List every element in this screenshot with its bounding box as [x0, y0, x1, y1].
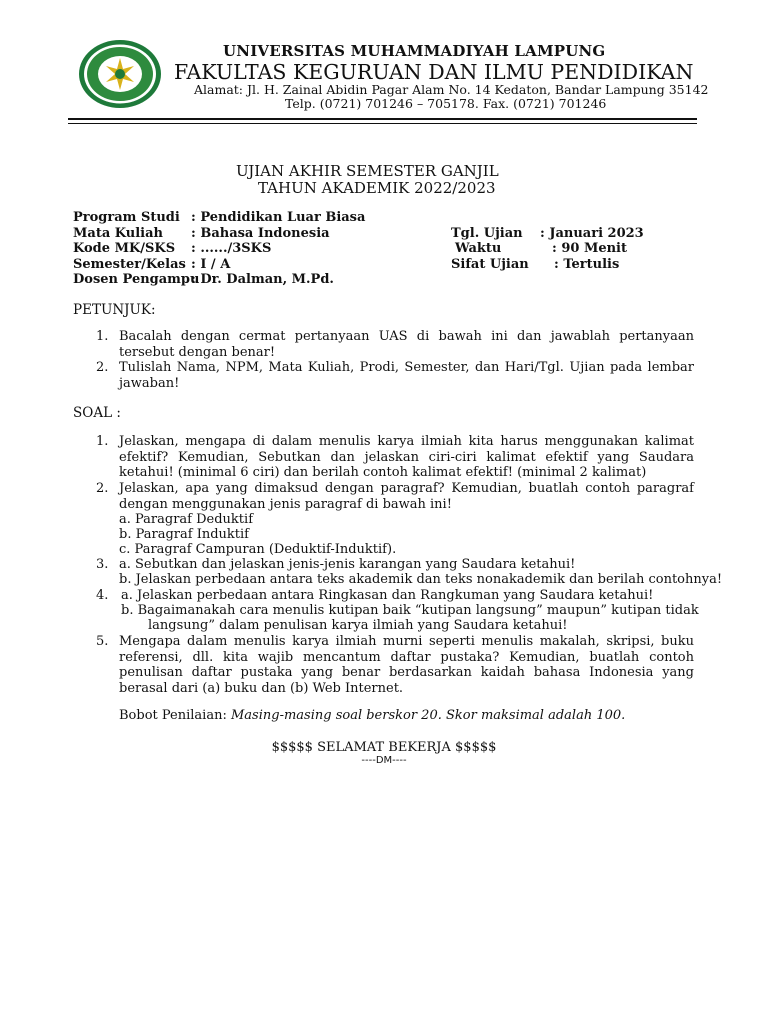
lecturer-label: Dosen Pengampu	[73, 272, 200, 287]
question-2-option-b: b. Paragraf Induktif	[119, 527, 249, 542]
author-initials: ----DM----	[361, 755, 407, 766]
question-2-option-c: c. Paragraf Campuran (Deduktif-Induktif).	[119, 542, 397, 557]
question-number: 2.	[96, 481, 109, 496]
questions-heading: SOAL :	[73, 405, 121, 421]
scoring-label: Bobot Penilaian:	[119, 708, 231, 723]
instruction-number: 2.	[96, 360, 109, 375]
closing-message: $$$$$ SELAMAT BEKERJA $$$$$	[271, 740, 497, 755]
question-number: 1.	[96, 434, 109, 449]
question-number: 5.	[96, 634, 109, 649]
question-3a: a. Sebutkan dan jelaskan jenis-jenis karangan yang Saudara ketahui!	[119, 557, 576, 572]
question-number: 4.	[96, 588, 109, 603]
exam-title: UJIAN AKHIR SEMESTER GANJIL	[236, 162, 499, 180]
type-value: : Tertulis	[554, 257, 620, 272]
question-3b: b. Jelaskan perbedaan antara teks akademik dan teks nonakademik dan berilah contohnya!	[119, 572, 723, 587]
semester-label: Semester/Kelas	[73, 257, 186, 272]
question-number: 3.	[96, 557, 109, 572]
header-divider-thin	[68, 123, 697, 124]
scoring-text: Masing-masing soal berskor 20. Skor maksimal adalah 100.	[230, 708, 626, 723]
type-label: Sifat Ujian	[451, 257, 529, 272]
header-divider	[68, 118, 697, 120]
phone: Telp. (0721) 701246 – 705178. Fax. (0721) 701246	[285, 96, 607, 111]
question-2-option-a: a. Paragraf Deduktif	[119, 512, 254, 527]
instruction-number: 1.	[96, 329, 109, 344]
program-label: Program Studi	[73, 210, 180, 225]
code-label: Kode MK/SKS	[73, 241, 176, 256]
scoring-note	[119, 708, 625, 723]
course-value: : Bahasa Indonesia	[191, 226, 330, 241]
code-value: : ....../3SKS	[191, 241, 272, 256]
academic-year: TAHUN AKADEMIK 2022/2023	[258, 179, 496, 197]
program-value: : Pendidikan Luar Biasa	[191, 210, 366, 225]
faculty-name: FAKULTAS KEGURUAN DAN ILMU PENDIDIKAN	[174, 60, 694, 84]
question-2: Jelaskan, apa yang dimaksud dengan paragraf? Kemudian, buatlah contoh paragraf dengan menggunakan jenis paragraf di bawah ini!	[119, 481, 694, 512]
semester-value: : I / A	[191, 257, 231, 272]
time-label: Waktu	[455, 241, 502, 256]
lecturer-value: : Dr. Dalman, M.Pd.	[191, 272, 334, 287]
time-value: : 90 Menit	[552, 241, 627, 256]
instruction-item: Tulislah Nama, NPM, Mata Kuliah, Prodi, Semester, dan Hari/Tgl. Ujian pada lembar jawaban!	[119, 360, 694, 391]
instruction-item: Bacalah dengan cermat pertanyaan UAS di bawah ini dan jawablah pertanyaan tersebut dengan benar!	[119, 329, 694, 360]
question-4b-line2: langsung” dalam penulisan karya ilmiah yang Saudara ketahui!	[148, 618, 568, 633]
address: Alamat: Jl. H. Zainal Abidin Pagar Alam No. 14 Kedaton, Bandar Lampung 35142	[194, 82, 709, 97]
question-5: Mengapa dalam menulis karya ilmiah murni seperti menulis makalah, skripsi, buku referensi, dll. kita wajib mencantum daftar pustaka? Kemudian, buatlah contoh penulisan daftar pustaka yang benar berdasarkan kaidah bahasa Indonesia yang berasal dari (a) buku dan (b) Web Internet.	[119, 634, 694, 696]
university-logo	[77, 38, 163, 110]
date-label: Tgl. Ujian	[451, 226, 523, 241]
question-4a: a. Jelaskan perbedaan antara Ringkasan dan Rangkuman yang Saudara ketahui!	[121, 588, 654, 603]
date-value: : Januari 2023	[540, 226, 644, 241]
question-1: Jelaskan, mengapa di dalam menulis karya ilmiah kita harus menggunakan kalimat efektif? Kemudian, Sebutkan dan jelaskan ciri-ciri kalimat efektif yang Saudara ketahui! (minimal 6 ciri) dan berilah contoh kalimat efektif! (minimal 2 kalimat)	[119, 434, 694, 481]
instructions-heading: PETUNJUK:	[73, 302, 156, 318]
question-4b-line1: b. Bagaimanakah cara menulis kutipan baik “kutipan langsung” maupun” kutipan tidak	[121, 603, 699, 618]
course-label: Mata Kuliah	[73, 226, 163, 241]
university-name: UNIVERSITAS MUHAMMADIYAH LAMPUNG	[223, 42, 606, 60]
